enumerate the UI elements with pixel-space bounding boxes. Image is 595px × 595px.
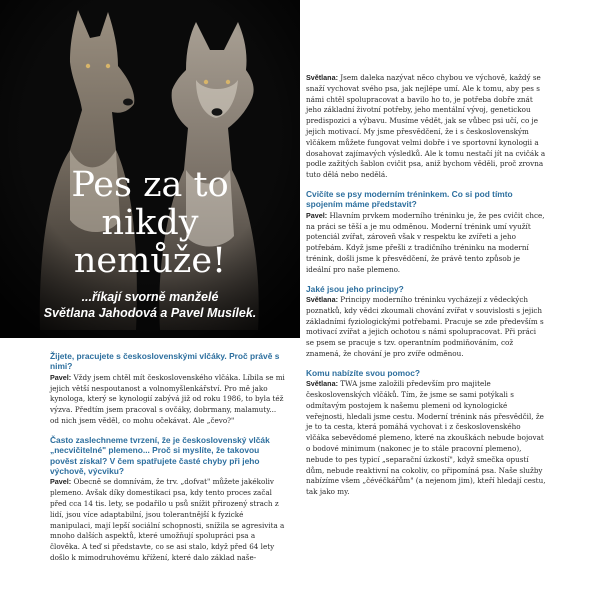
answer-paragraph [50,477,285,563]
qa-block [50,351,285,427]
speaker-label: Světlana: [306,294,338,304]
right-column [306,73,546,506]
left-column [50,351,285,572]
answer-paragraph [306,211,546,276]
question-heading: Jaké jsou jeho principy? [306,283,404,294]
answer-text: TWA jsme založili především pro majitele československých vlčáků. Tím, že jsme se sami potýkali s odmítavým postojem k našemu plemeni od kynologické veřejnosti, hledali jsme cestu. Moderní trénink nás přesvědčil, že je to ta cesta, která pomáhá vychovat i z československého vlčáka sebevědomé plemeno, které na zkouškách nebude bojovat o bodové minimum (nakonec je to stále pracovní plemeno), nebude to pes typicí „separační úzkostí", když smečka opustí dům, nebude reaktivní na cokoliv, co připomíná psa. Naše služby nabízíme všem „čévéčkářům" (a nejenom jim), kteří hledají cestu, tak jako my. [306,379,546,497]
speaker-label: Světlana: [306,379,338,389]
qa-block [306,189,546,276]
answer-text: Hlavním prvkem moderního tréninku je, že pes cvičit chce, na práci se těší a je mu odměnou. Moderní trénink umí využít potenciál zvířat, zároveň však v respektu ke zvířeti a jeho potřebám. Když jsme přešli z tradičního tréninku na moderní trénink, došli jsme k přesvědčení, že právě tento způsob je ideální pro naše plemeno. [306,210,545,274]
hero-photo [0,0,300,338]
article-subtitle: ...říkají svorně manželé Světlana Jahodová a Pavel Musílek. [43,290,257,320]
qa-block [50,435,285,564]
qa-block [306,368,546,498]
article-title: Pes za to nikdy nemůže! [71,165,229,281]
speaker-label: Pavel: [306,210,328,220]
answer-paragraph [306,379,546,498]
qa-block [306,284,546,360]
answer-text: Vždy jsem chtěl mít československého vlčáka. Líbila se mi jejich větší nespoutanost a volnomyšlenkářství. Pro mě jako kynologa, který se kynologií zabývá již od roku 1986, to byla též výzva. Předtím jsem pracoval s ovčáky, dobrmany, malamuty... od nich jsem věděl, co mohu očekávat. Ale „čevo?" [50,372,285,425]
speaker-label: Pavel: [50,477,72,487]
question-heading: Žijete, pracujete s československými vlčáky. Proč právě s nimi? [50,351,280,372]
question-heading: Často zaslechneme tvrzení, že je československý vlčák „necvičitelné" plemeno... Proč si myslíte, že takovou pověst získal? V čem spatřujete časté chyby při jeho výchově, výcviku? [50,434,270,477]
question-heading: Cvičíte se psy moderním tréninkem. Co si pod tímto spojením máme představit? [306,188,513,210]
answer-paragraph [50,373,285,427]
question-heading: Komu nabízíte svou pomoc? [306,367,420,378]
speaker-label: Světlana: [306,73,338,82]
answer-text: Principy moderního tréninku vycházejí z vědeckých poznatků, kdy vědci zkoumali chování zvířat v souvislosti s jejich základními fyziologickými potřebami. Pracuje se zde především s motivací zvířat a jejich ochotou s námi spolupracovat. Při práci se psem se pracuje s tzv. operantním podmiňováním, což znamená, že chování je pro zvíře odměnou. [306,294,544,358]
answer-text: Jsem daleka nazývat něco chybou ve výchově, každý se snaží vychovat svého psa, jak nejlépe umí. Ale k tomu, aby pes s námi chtěl spolupracovat a bavilo ho to, je potřeba dobře znát jeho základní životní potřeby, jeho mentální vývoj, genetickou predispozici a výbavu. Musíme vědět, jak se vůbec psi učí, co je jejich motivací. My jsme přesvědčení, že i s československým vlčákem můžete fungovat velmi dobře i ve sportovní kynologii a dosahovat zajímavých výsledků. Ale k tomu nestačí jít na cvičák a podle zažitých šablon cvičit psa, aniž bychom věděli, proč zrovna tuto dělá nebo nedělá. [306,73,546,180]
qa-block [306,73,546,181]
answer-text: Obecně se domnívám, že trv. „dofvat" můžete jakékoliv plemeno. Avšak díky domestikaci psa, kdy tento proces začal před cca 14 tis. lety, se podařilo u psů snížit přirozený strach z lidí, jsou více adaptabilní, jsou tolerantnější k fyzické manipulaci, mají lepší sociální schopnosti, snížila se agresivita a mnoho dalších aspektů, které umožňují spolupráci psa a člověka. A teď si představte, co se asi stalo, když před 64 lety došlo k mimodruhovému křížení, které dalo základ naše- [50,477,285,562]
answer-paragraph [306,73,546,181]
speaker-label: Pavel: [50,372,72,382]
answer-paragraph [306,295,546,360]
